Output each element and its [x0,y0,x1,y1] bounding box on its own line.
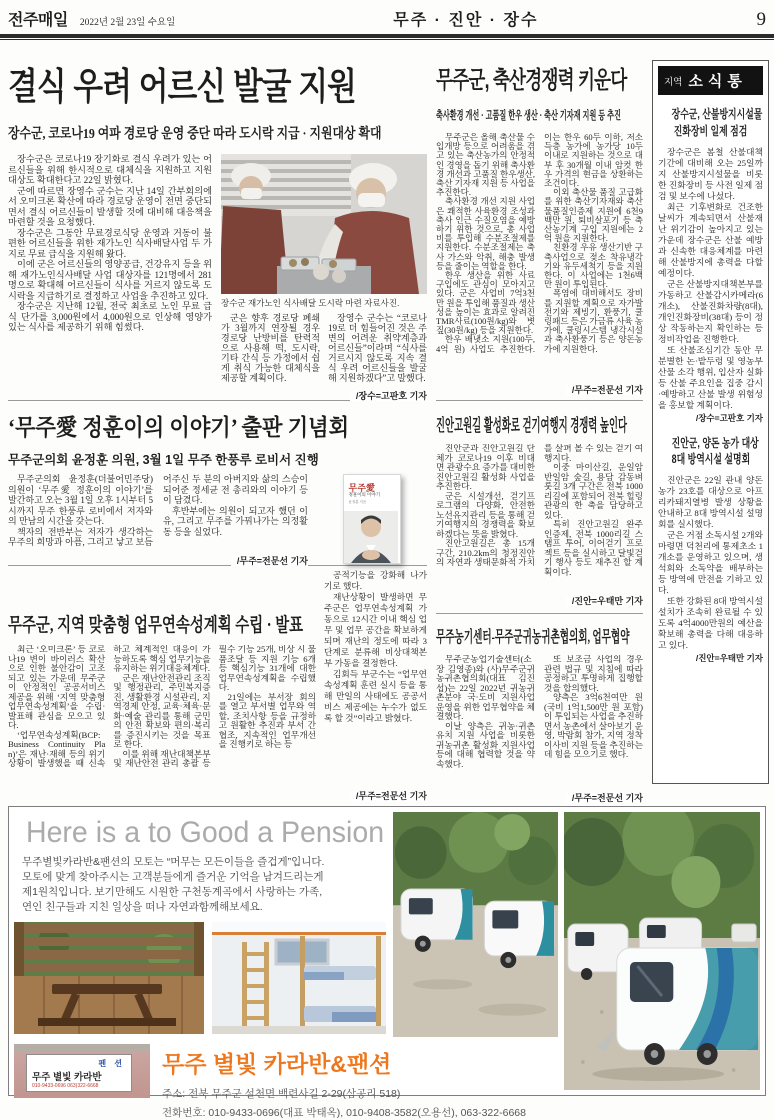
body-column [324,570,427,724]
page-content [0,40,774,802]
ad-large-photos [393,812,760,1090]
book-author: 윤정훈 지음 [348,500,367,504]
body-paragraph: 연인 친구들과 지친 일상을 떠나 자연과함께해보세요. [22,901,263,913]
sign-board [26,1054,132,1092]
body-paragraph: 모토에 맞게 찾아주시는 고객분들에게 즐거운 기억을 남겨드리는게 [22,871,324,883]
interior-photo-illustration [212,922,386,1034]
body-columns [436,133,643,395]
body-paragraph: 장수군은 코로나19 장기화로 결식 우려가 있는 어르신들을 위해 한시적으로 대체식을 지원하고 지원대상도 확대한다고 22일 밝혔다. [8,154,212,185]
body-paragraph: 이중 마이산길, 운일암반일암 숲길, 용담 감동벼룻길 3개 구간은 전북 1000리길에 포함되어 전북 힐링관광의 한 축을 담당하고 있다. [544,462,643,520]
body-column [8,154,212,406]
body-paragraph: 무주군은 올해 축산물 수입개방 등으로 어려움을 겪고 있는 축산농가의 안정적인 경영을 돕기 위해 축사환경 개선과 고품질 한우생산, 축산 기자재 지원 등 사업을 추진한다. [436,133,535,198]
body-paragraph: 군은 시설개선, 걷기프로그램의 다양화, 안전한 노선유지관리 등을 통해 걷기여행지의 경쟁력을 확보하겠다는 뜻을 밝혔다. [436,490,535,539]
sidebar-item-headline: 장수군, 산불방지시설물 진화장비 일제 점검 [671,107,763,138]
body-paragraph: 장수군은 봄철 산불대책기간에 대비해 오는 25일까지 산불방지시설물을 비롯한 진화장비 등 사전 일제 점검 및 보수에 나섰다. [658,146,763,201]
body-paragraph: 장수군은 지난해 12월, 전국 최초로 노인 무료 급식 단가를 3,000원에서 4,000원으로 인상해 영양가 있는 식사를 제공하기 위해 힘썼다. [8,301,212,332]
body-paragraph: 폭염에 대비해서도 장비를 지원할 계획으로 자가발전기와 제빙기, 환풍기, 쿨링패드 등은 가금류 사육 농가에, 쿨링시스템 냉각시설과 축사환풍기 등은 양돈농가에 지원한다. [544,288,643,354]
ad-contact-row [14,1044,526,1120]
sidebar-item-headline: 진안군, 양돈 농가 대상 8대 방역시설 설명회 [671,435,759,467]
page-header [0,0,774,34]
pension-advertisement [8,806,766,1119]
body-paragraph: 한우 배냇소 지원(100두, 4억 원) 사업도 추진한다. 이는 한우 60두 이하, 저소득층 농가에 농가당 10두 이내로 지원하는 것으로 대부 후 30개월 이내 암컷 한우 가격의 현금을 상환하는 조건이다. [436,133,643,354]
meal-photo-illustration [221,154,427,294]
caravan-mid-illustration [393,812,558,1037]
article-trail [436,405,643,609]
article-livestock [436,44,643,396]
body-columns [436,444,643,606]
article-headline: 무주군, 축산경쟁력 키운다 [436,67,627,94]
article-headline: 무주군, 지역 맞춤형 업무연속성계획 수립 · 발표 [8,615,304,636]
sign-roof [14,1044,150,1051]
sign-phone-text: 010-9433-0696 063)322-6668 [32,1083,99,1089]
body-column-last [324,570,427,802]
ad-phone: 전화번호: 010-9433-0696(대표 박태옥), 010-9408-3582(오용선), 063-322-6668 [162,1107,526,1119]
body-paragraph: 제1원칙입니다. 보기만해도 시원한 구천동계곡에서 사랑하는 가족, [22,886,323,898]
article-headline: ‘무주愛 정훈이의 이야기’ 출판 기념회 [8,415,350,440]
body-column [436,655,643,769]
body-paragraph: 친환경 우유 생산기반 구축사업으로 젖소 착유냉각기와 유두세척기 등을 지원한다. 이 사업에는 1천6백만 원이 투입된다. [544,242,643,290]
body-paragraph: 축사환경 개선 지원 사업은 쾌적한 사육환경 조성과 축사 인근 수질오염을 예방하기 위한 것으로, 총 사업비를 투입해 수분조절제를 지원한다. 수분조절제는 축사 가스와 악취, 해충 발생 등을 줄이는 역할을 한다. [436,196,535,271]
article-body [8,474,427,566]
ad-title: 무주 별빛 카라반&팬션 [162,1051,392,1077]
article-business-continuity [8,570,427,802]
article-book-launch [8,405,427,566]
book-title: 무주愛 [348,483,375,493]
page-number: 9 [756,9,766,30]
ad-motto [22,855,386,915]
ad-address: 주소: 전북 무주군 설천면 백련사길 2-29(삼공리 518) [162,1088,401,1100]
body-paragraph: 군에 따르면 장영수 군수는 지난 14일 간부회의에서 오미크론 확산에 따라 경로당 운영이 전면 중단되면서 결식 어르신들이 발생할 것에 대비해 대응책을 마련할 것을 요청했다. [8,185,212,227]
sidebar-item-quarantine [658,435,763,665]
article-subhead: 장수군, 코로나19 여파 경로당 운영 중단 따라 도시락 지급 · 지원대상 확대 [8,127,382,142]
byline: /무주=전문선 기자 [350,791,427,802]
body-paragraph: 이날 양측은 귀농·귀촌 유치 지원 사업을 비롯한 귀농귀촌 활성화 지원사업 등에 대해 협력할 것을 약속했다. [436,720,535,769]
article-body [8,154,427,406]
body-columns [8,474,308,566]
body-paragraph: 이를 위해 재난대책본부 및 재난안전 관리 총괄 등 필수 기능 25개, 비상 시 물품조달 등 지원 기능 6개 등 핵심기능 31개에 대한 업무연속성계획을 수립했다. [113,645,316,768]
body-paragraph: 재난상황이 발생하면 무주군은 업무연속성계획 가동으로 12시간 이내 핵심 업무 및 업무 공간을 확보하게 되며 재난의 정도에 따라 3단계로 분류해 비상대책본부 가동을 결정한다. [324,592,427,668]
deck-photo [14,922,204,1034]
divider [436,613,643,614]
article-mou [436,618,643,802]
byline: /무주=전문선 기자 [566,794,643,804]
body-paragraph: 한우 생산을 위한 사료 구입에도 관심이 모아지고 있다. 군은 사업비 7억3천만 원을 투입해 품질과 생산성을 높이는 효과로 알려진 TMR사료(100원/kg)와 볏짚(30원/kg) 등을 지원한다. [436,270,535,336]
body-paragraph: 무주별빛카라반&팬션의 모토는 “머무는 모든이들을 즐겁게”입니다. [22,856,325,868]
byline: /무주=전문선 기자 [566,386,643,395]
sidebar-item-wildfire [658,106,763,424]
sidebar-header [658,66,763,95]
body-paragraph: 장수군은 그동안 무료경로식당 운영과 거동이 불편한 어르신들을 위한 재가노인 식사배달사업 두 가지로 무료 급식을 지원해 왔다. [8,227,212,259]
body-paragraph: 무주군농업기술센터(소장 김영종)와 (사)무주군귀농귀촌협의회(대표 김진섭)는 22일 2022년 귀농귀촌분야 국·도비 지원사업 운영을 위한 업무협약을 체결했다. [436,655,535,721]
column-left [8,44,427,802]
article-headline: 결식 우려 어르신 발굴 지원 [8,66,357,107]
ad-text-block [14,812,526,1119]
body-paragraph: 진안군은 22일 관내 양돈 농가 23호를 대상으로 아프리카돼지열병 발생 상황을 안내하고 8대 방역시설 설명회를 실시했다. [658,475,763,530]
byline: /장수=고판호 기자 [695,412,763,423]
divider [436,400,643,401]
article-subhead: 무주군의회 윤정훈 의원, 3월 1일 무주 한풍루 로비서 진행 [8,453,319,467]
sidebar-label: 지역 [664,76,683,88]
column-middle [436,44,643,802]
deck-photo-illustration [14,922,204,1034]
body-paragraph: 양측은 3억6천여만 원(국비 1억1,500만 원 포함)이 투입되는 사업을 추진하면서 농촌에서 살아보기 운영, 박람회 참가, 지역 정착 이사비 지원 등을 추진하는데 힘을 모으기로 했다. [544,692,643,759]
ad-contact-info [162,1044,526,1120]
meal-delivery-photo [221,154,427,294]
edition-date: 2022년 2월 23일 수요일 [79,18,176,28]
article-meal-support [8,44,427,401]
masthead: 전주매일 [8,12,68,29]
article-main-block [8,570,316,802]
byline: /장수=고판호 기자 [350,391,427,401]
body-paragraph: ‘업무연속성계획(BCP: Business Continuity Plan)’은 재난·재해 등의 위기상황이 발생했을 때 신속하고 체계적인 대응이 가능하도록 핵심 업무기능을 유지하는 위기대응체계다. [8,645,211,768]
body-paragraph: 최근 기후변화로 건조한 날씨가 계속되면서 산불재난 위기감이 높아지고 있는 가운데 장수군은 산불 예방과 신속한 대응체계를 마련해 산불방지에 총력을 다할 예정이다. [658,201,763,278]
caravan-large-illustration [564,812,760,1090]
article-subhead: 축사환경 개선 · 고품질 한우 생산 · 축산 기자재 지원 등 추진 [436,110,621,122]
header-rule-thick [0,34,774,38]
body-columns [221,313,427,401]
book-portrait-illustration [344,511,398,563]
body-paragraph: 21일에는 부서장 회의를 열고 부서별 업무와 역할, 조치사항 등을 규정하고 원활한 추진과 부서 간 협조, 지속적인 업무개선을 진행키로 하는 등 [218,691,316,749]
photo-caption: 장수군 재가노인 식사배달 도시락 마련 자료사진. [221,298,400,308]
body-paragraph: 또 보조금 사업의 경우 관련 법규 및 지침에 따라 공정하고 투명하게 집행할 것을 합의했다. [544,655,643,693]
sign-top-text: 펜 션 [98,1059,125,1068]
article-photo-block [221,154,427,406]
article-headline: 무주농기센터-무주군귀농귀촌협의회, 업무협약 [436,629,630,646]
body-column [8,474,308,548]
body-paragraph: 김회득 부군수는 “업무연속성계획 훈련 실시 등을 통해 만일의 사태에도 공공서비스 제공에는 누수가 없도록 할 것”이라고 밝혔다. [324,669,427,723]
body-paragraph: 군은 산불방지대책본부를 가동하고 산불감시카메라(6개소), 산불진화차량(8대), 개인진화장비(38대) 등이 정상 작동하는지 확인하는 등 정비작업을 진행한다. [658,278,763,344]
book-cover-photo [343,474,401,564]
section-title: 무주 · 진안 · 장수 [393,12,539,29]
body-paragraph: 후반부에는 의원이 되고자 했던 이유, 그리고 무주를 가꿔나가는 의정활동 등을 실었다. [163,505,308,537]
body-column [221,313,427,383]
body-paragraph: 무주군의회 윤정훈(더불어민주당) 의원이 ‘무주愛 정훈이의 이야기’를 발간하고 오는 3월 1일 오후 1시부터 5시까지 무주 한풍루 로비에서 저자와의 만남의 시간을 갖는다. [8,474,153,526]
body-paragraph: 이에 군은 어르신들의 영양공급, 건강유지 등을 위해 재가노인식사배달 사업 대상자를 121명에서 281명으로 확대해 어르신들이 식사를 거르지 않도록 도시락을 지급하기로 결정하고 사업을 추진하고 있다. [8,259,212,301]
body-column [436,444,643,577]
sidebar-title: 소식통 [688,73,747,90]
body-columns [8,645,316,795]
body-paragraph: 이외 축산물 품질 고급화를 위한 축산기자재와 축산물품질인증제 지원에 6천9백만 원, 퇴비살포기 등 축산농기계 구입 지원에는 2억 원을 지원한다. [544,187,643,244]
book-photo-block [316,474,427,566]
body-paragraph: 특히 진안고원길 완주 인증제, 전북 1000리길 스탬프 투어, 이어걷기 프로젝트 등을 실시하고 달빛걷기 행사 등도 재추진 할 계획이다. [544,519,643,577]
byline: /진안=우태만 기자 [695,653,763,664]
body-paragraph: 군은 향후 경로당 폐쇄가 3월까지 연장될 경우 경로당 난방비를 탄력적으로 사용해 떡, 도시락, 기타 간식 등 가정에서 쉽게 취식 가능한 대체식을 제공할 계획이다. [221,313,320,383]
ad-small-photos [14,922,386,1034]
interior-photo [212,922,386,1034]
body-paragraph: 또한 강화된 8대 방역시설 설치가 조속히 완료될 수 있도록 4억4000만원의 예산을 확보해 총력을 다해 대응하고 있다. [658,596,763,651]
body-paragraph: 장영수 군수는 “코로나19로 더 힘들어진 것은 주변의 어려운 취약계층과 어르신들”이라며 “식사를 거르시지 않도록 지속 결식 우려 어르신들을 발굴해 지원하겠다”고 말했다. [328,313,427,383]
body-columns [436,655,643,803]
caravan-photo-large [564,812,760,1090]
body-paragraph: 군은 거점 소독시설 2개와 마령면 덕천리에 통제초소 1개소를 운영하고 있으며, 생석회와 소독약을 배부하는 등 방역에 만전을 기하고 있다. [658,530,763,596]
byline: /진안=우태만 기자 [566,597,643,607]
byline: /무주=전문선 기자 [231,556,308,567]
sidebar-item-body [658,147,763,411]
body-paragraph: 또 산불조심기간 동안 무분별한 논·밭두렁 및 영농부산물 소각 행위, 입산자 실화 등 산불 주요인을 집중 감시·예방하고 산불 발생 위험성을 홍보할 계획이다. [658,344,763,410]
sidebar-item-body [658,475,763,651]
body-column [436,133,643,354]
body-paragraph: 책자의 전반부는 저자가 생각하는 무주의 희망과 아픔, 그리고 낳고 보듬어주신 두 분의 아버지와 삶의 스승이 되어준 정세균 전 총리와의 이야기 등이 담겼다. [8,474,308,547]
ad-heading: Here is a to Good a Pension [26,816,385,849]
article-headline: 진안고원길 활성화로 걷기여행지 경쟁력 높인다 [436,416,628,435]
local-news-sidebar [652,60,769,784]
body-paragraph: 군은 재난안전관리 조직 및 행정관리, 주민복지증진, 생활환경 시설관리, 지역경제 안정, 교육·체육·문화·예술 관리를 통해 군민의 안전 확보와 편의·복리를 증진시키는 것을 목표로 한다. [113,672,211,749]
book-subtitle: 정훈이의 이야기 [348,492,381,497]
body-paragraph: 진안군과 진안고원길 단체가 코로나19 이후 비대면 관광수요 증가를 대비한 진안고원길 활성화 사업을 추진한다. [436,444,535,491]
column-right [652,44,769,802]
body-paragraph: 진안고원길은 총 15개 구간, 210.2km의 청정진안의 자연과 생태문화적 가치를 살펴 볼 수 있는 걷기 여행지다. [436,444,643,567]
body-paragraph: 최근 ‘오미크론’ 등 코로나19 변이 바이러스 확산으로 인한 불안감이 고조되고 있는 가운데 무주군이 안정적인 공공서비스 제공을 위해 ‘지역 맞춤형 업무연속성계획’을 수립·발표해 관심을 모으고 있다. [8,645,106,730]
sign-main-text: 무주 별빛 카라반 [32,1072,102,1083]
caravan-photo-mid [393,812,558,1037]
body-paragraph: 공적기능을 강화해 나가기로 했다. [324,570,427,591]
